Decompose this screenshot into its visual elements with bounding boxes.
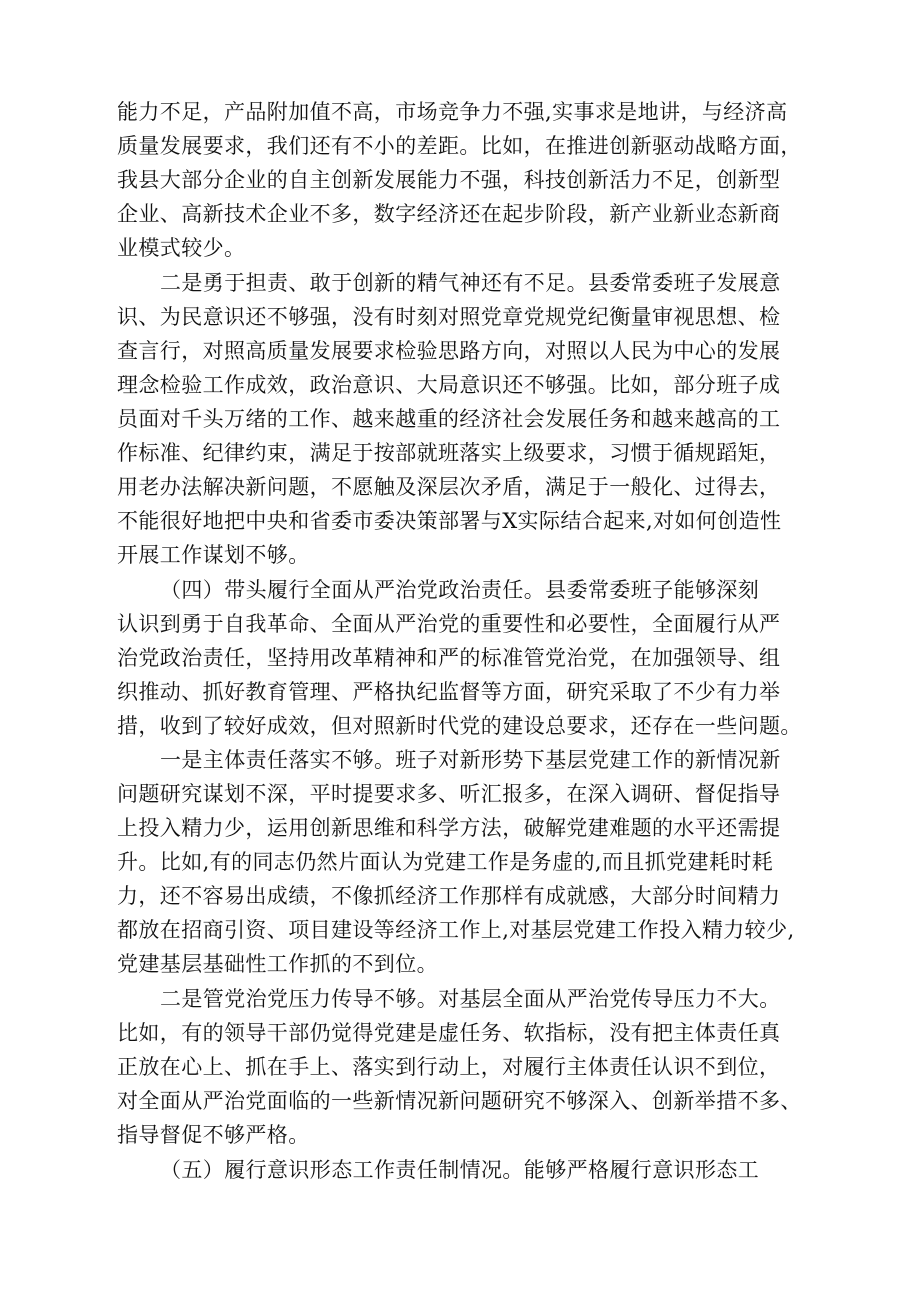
text-line: 一是主体责任落实不够。班子对新形势下基层党建工作的新情况新	[160, 748, 781, 772]
text-line: 二是管党治党压力传导不够。对基层全面从严治党传导压力不大。	[160, 987, 781, 1011]
text-line: 理念检验工作成效，政治意识、大局意识还不够强。比如，部分班子成	[117, 373, 781, 397]
text-line: 上投入精力少，运用创新思维和科学方法，破解党建难题的水平还需提	[117, 816, 781, 840]
text-line: 二是勇于担责、敢于创新的精气神还有不足。县委常委班子发展意	[160, 271, 781, 295]
text-line: 能力不足，产品附加值不高，市场竞争力不强,实事求是地讲，与经济高	[117, 100, 788, 124]
text-line: （四）带头履行全面从严治党政治责任。县委常委班子能够深刻	[160, 578, 760, 602]
text-line: 对全面从严治党面临的一些新情况新问题研究不够深入、创新举措不多、	[117, 1089, 802, 1113]
text-line: 力，还不容易出成绩，不像抓经济工作那样有成就感，大部分时间精力	[117, 884, 781, 908]
text-line: 不能很好地把中央和省委市委决策部署与X实际结合起来,对如何创造性	[117, 509, 782, 533]
text-line: 织推动、抓好教育管理、严格执纪监督等方面，研究采取了不少有力举	[117, 680, 781, 704]
text-line: 都放在招商引资、项目建设等经济工作上,对基层党建工作投入精力较少,	[117, 918, 795, 942]
text-line: 比如，有的领导干部仍觉得党建是虚任务、软指标，没有把主体责任真	[117, 1021, 781, 1045]
text-line: 开展工作谋划不够。	[117, 543, 310, 567]
text-line: 问题研究谋划不深，平时提要求多、听汇报多，在深入调研、督促指导	[117, 782, 781, 806]
text-line: 业模式较少。	[117, 236, 246, 260]
text-line: 质量发展要求，我们还有不小的差距。比如，在推进创新驱动战略方面，	[117, 134, 802, 158]
text-line: 措，收到了较好成效，但对照新时代党的建设总要求，还存在一些问题。	[117, 714, 802, 738]
text-line: 认识到勇于自我革命、全面从严治党的重要性和必要性，全面履行从严	[117, 612, 781, 636]
text-line: 识、为民意识还不够强，没有时刻对照党章党规党纪衡量审视思想、检	[117, 305, 781, 329]
text-line: 员面对千头万绪的工作、越来越重的经济社会发展任务和越来越高的工	[117, 407, 781, 431]
text-line: 查言行，对照高质量发展要求检验思路方向，对照以人民为中心的发展	[117, 339, 781, 363]
text-line: 作标准、纪律约束，满足于按部就班落实上级要求，习惯于循规蹈矩，	[117, 441, 781, 465]
text-line: （五）履行意识形态工作责任制情况。能够严格履行意识形态工	[160, 1158, 760, 1182]
text-line: 企业、高新技术企业不多，数字经济还在起步阶段，新产业新业态新商	[117, 202, 781, 226]
text-line: 治党政治责任，坚持用改革精神和严的标准管党治党，在加强领导、组	[117, 646, 781, 670]
text-line: 我县大部分企业的自主创新发展能力不强，科技创新活力不足，创新型	[117, 168, 781, 192]
text-line: 指导督促不够严格。	[117, 1123, 310, 1147]
text-line: 用老办法解决新问题，不愿触及深层次矛盾，满足于一般化、过得去，	[117, 475, 781, 499]
text-line: 党建基层基础性工作抓的不到位。	[117, 952, 438, 976]
text-line: 正放在心上、抓在手上、落实到行动上，对履行主体责任认识不到位，	[117, 1055, 781, 1079]
text-line: 升。比如,有的同志仍然片面认为党建工作是务虚的,而且抓党建耗时耗	[117, 850, 774, 874]
